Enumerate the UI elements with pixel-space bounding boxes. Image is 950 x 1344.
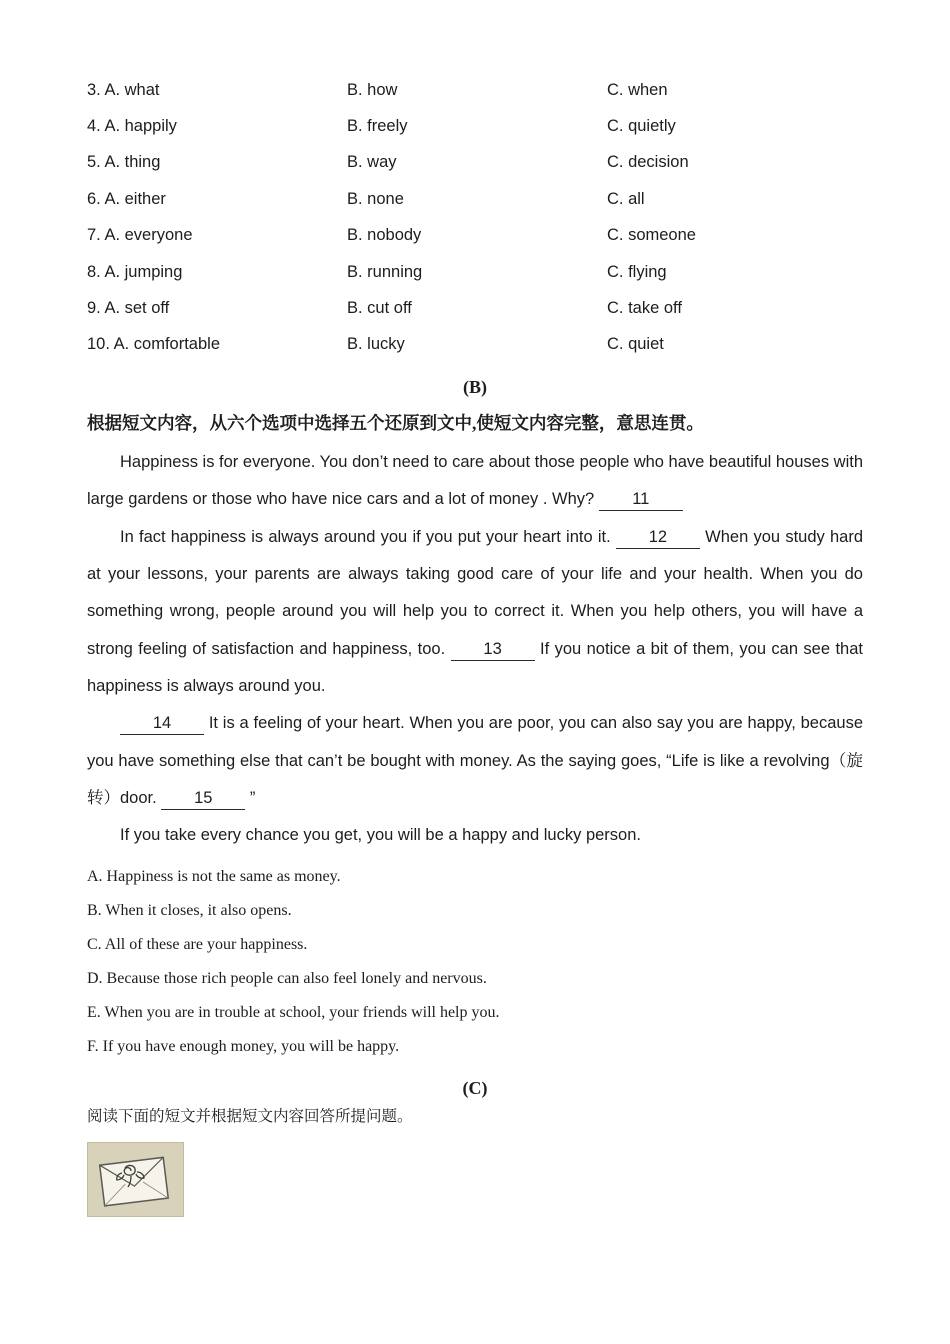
blank-number: 15 (194, 788, 213, 807)
option-item-a: A. Happiness is not the same as money. (87, 868, 341, 886)
choice-cell (87, 117, 347, 136)
passage-text: In fact happiness is always around you if you put your heart into it. (120, 527, 611, 546)
option-b: B. running (347, 262, 423, 281)
option-c: C. flying (607, 262, 667, 281)
question-number: 10. (87, 335, 110, 354)
option-b: B. freely (347, 117, 408, 136)
passage-text: If you notice a bit of them, you can see that happiness is always around you. (87, 639, 863, 695)
section-c-title: (C) (462, 1078, 488, 1099)
choice-row-8 (87, 254, 863, 290)
passage-text: When you study hard at your lessons, your parents are always taking good care of your life and your health. When you do something wrong, people around you will help you to correct it. When you help others, you will have a strong feeling of satisfaction and happiness, too. (87, 527, 863, 658)
question-number: 6. (87, 189, 101, 208)
blank-number: 13 (483, 639, 502, 658)
option-c: C. take off (607, 299, 682, 318)
option-item-e: E. When you are in trouble at school, your friends will help you. (87, 1004, 500, 1022)
passage-text: Happiness is for everyone. You don’t need to care about those people who have beautiful houses with large gardens or those who have nice cars and a lot of money . Why? (87, 453, 864, 509)
option-a: A. either (104, 189, 166, 208)
choice-row-7 (87, 218, 863, 254)
option-c: C. quiet (607, 335, 664, 354)
answer-options-list (87, 860, 863, 1064)
option-a: A. set off (104, 299, 170, 318)
section-b-title: (B) (463, 377, 487, 398)
blank-15 (161, 789, 245, 810)
option-b: B. lucky (347, 335, 405, 354)
passage-paragraph-4 (87, 817, 863, 854)
blank-13 (451, 640, 535, 661)
blank-14 (120, 714, 204, 735)
choice-cell (87, 81, 347, 100)
choice-cell (87, 299, 347, 318)
passage-paragraph-1 (87, 444, 863, 519)
choice-row-10 (87, 327, 863, 363)
option-a: A. what (104, 80, 160, 99)
passage-paragraph-3 (87, 705, 863, 817)
choices-section (87, 72, 863, 363)
option-b: B. how (347, 80, 398, 99)
passage-text: ” (249, 788, 256, 807)
choice-row-6 (87, 181, 863, 217)
choice-cell (87, 190, 347, 209)
choice-row-3 (87, 72, 863, 108)
envelope-with-rose-icon (87, 1142, 184, 1217)
passage-text: If you take every chance you get, you will be a happy and lucky person. (120, 826, 641, 845)
cloze-passage (87, 444, 863, 854)
question-number: 8. (87, 262, 101, 281)
option-c: C. when (607, 80, 668, 99)
blank-number: 14 (152, 714, 172, 733)
option-b: B. nobody (347, 226, 422, 245)
blank-12 (616, 528, 700, 549)
option-a: A. jumping (104, 262, 183, 281)
option-a: A. happily (104, 117, 177, 136)
option-b: B. cut off (347, 299, 412, 318)
choice-cell (87, 335, 347, 354)
option-c: C. someone (607, 226, 696, 245)
choice-cell (87, 226, 347, 245)
option-item-c: C. All of these are your happiness. (87, 936, 308, 954)
choice-row-5 (87, 145, 863, 181)
option-a: A. thing (104, 153, 161, 172)
option-item-d: D. Because those rich people can also feel lonely and nervous. (87, 970, 487, 988)
question-number: 5. (87, 153, 101, 172)
option-c: C. quietly (607, 117, 676, 136)
option-a: A. comfortable (113, 335, 221, 354)
option-item-b: B. When it closes, it also opens. (87, 902, 292, 920)
question-number: 9. (87, 299, 101, 318)
section-c-instruction: 阅读下面的短文并根据短文内容回答所提问题。 (87, 1108, 413, 1126)
option-item-f: F. If you have enough money, you will be happy. (87, 1038, 400, 1056)
question-number: 4. (87, 117, 101, 136)
question-number: 7. (87, 226, 101, 245)
option-a: A. everyone (104, 226, 193, 245)
passage-text: It is a feeling of your heart. When you are poor, you can also say you are happy, because you have something else that can’t be bought with money. As the saying goes, “Life is like a revolving（旋转）door. (87, 714, 863, 807)
option-c: C. all (607, 189, 645, 208)
section-b-instruction: 根据短文内容，从六个选项中选择五个还原到文中,使短文内容完整，意思连贯。 (87, 413, 704, 434)
choice-row-4 (87, 108, 863, 144)
option-c: C. decision (607, 153, 689, 172)
choice-cell (87, 263, 347, 282)
option-b: B. none (347, 189, 404, 208)
passage-paragraph-2 (87, 519, 863, 705)
blank-11 (599, 490, 683, 511)
choice-cell (87, 153, 347, 172)
choice-row-9 (87, 290, 863, 326)
letter-image (87, 1142, 184, 1217)
option-b: B. way (347, 153, 397, 172)
blank-number: 12 (648, 527, 668, 546)
question-number: 3. (87, 80, 101, 99)
blank-number: 11 (632, 490, 650, 509)
